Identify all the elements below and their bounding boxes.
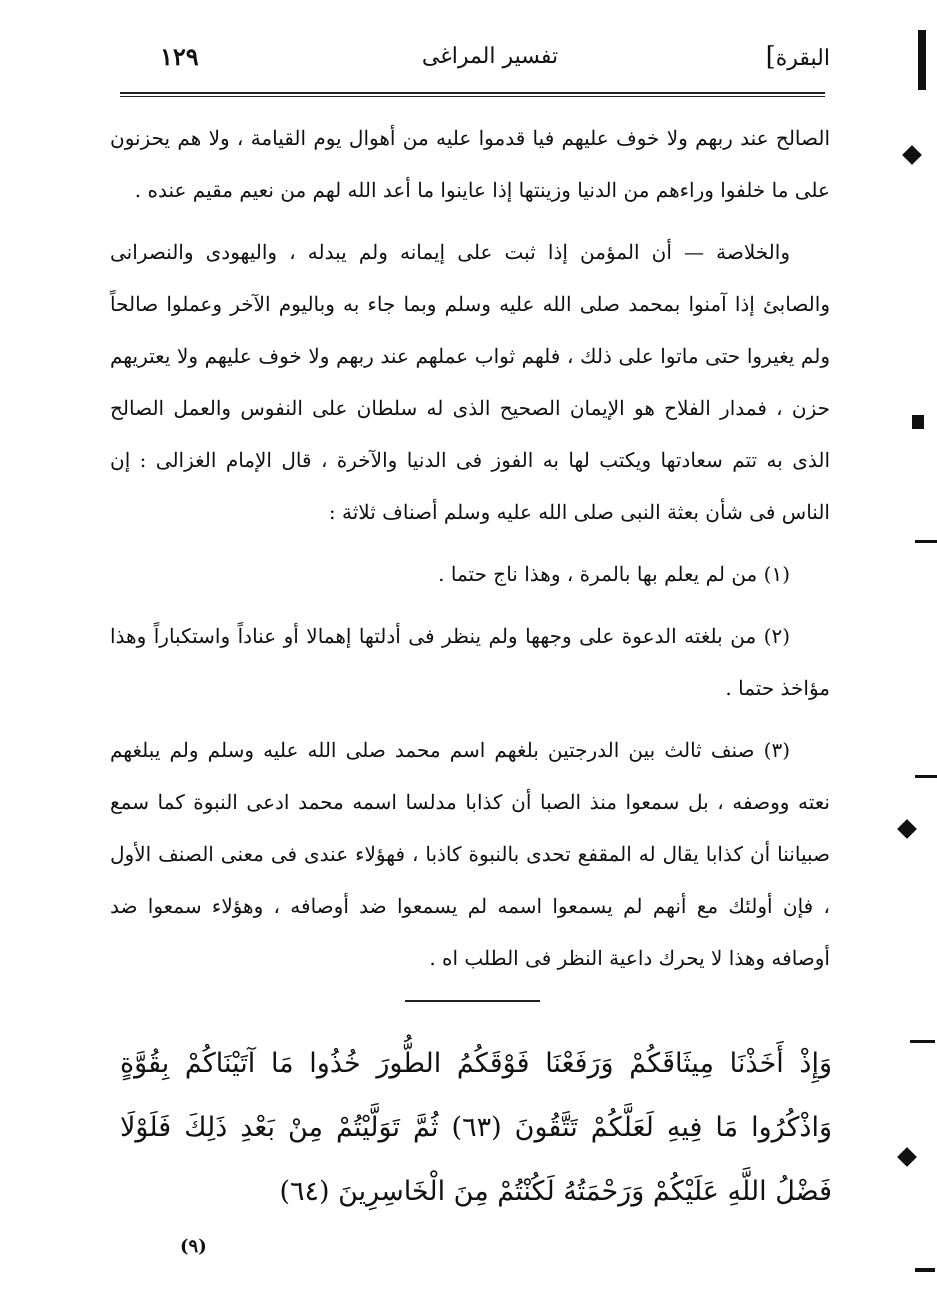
paragraph-item-1: (١) من لم يعلم بها بالمرة ، وهذا ناج حتما . xyxy=(438,562,790,586)
header-rule-thin xyxy=(120,96,825,97)
surah-name: البقرة] xyxy=(765,42,830,72)
paragraph-item-2: (٢) من بلغته الدعوة على وجهها ولم ينظر فى أدلتها إهمالا أو عناداً واستكباراً وهذا مؤاخذ حتما . xyxy=(110,624,830,700)
margin-mark xyxy=(912,415,924,429)
margin-mark xyxy=(897,819,917,839)
margin-mark xyxy=(915,540,937,543)
margin-mark xyxy=(918,30,926,90)
commentary-text xyxy=(110,112,830,994)
paragraph-opening: الصالح عند ربهم ولا خوف عليهم فيا قدموا عليه من أهوال يوم القيامة ، ولا هم يحزنون على ما خلفوا وراءهم من الدنيا وزينتها إذا عاينوا ما أعد الله لهم من نعيم مقيم عنده . xyxy=(110,126,830,202)
margin-mark xyxy=(902,145,922,165)
paragraph-item-3: (٣) صنف ثالث بين الدرجتين بلغهم اسم محمد صلى الله عليه وسلم ولم يبلغهم نعته ووصفه ، بل سمعوا منذ الصبا أن كذابا مدلسا اسمه محمد ادعى النبوة كما سمع صبياننا أن كذابا يقال له المقفع تحدى بالنبوة كاذبا ، فهؤلاء عندى فى معنى الصنف الأول ، فإن أولئك مع أنهم لم يسمعوا اسمه لم يسمعوا ضد أوصافه ، وهؤلاء سمعوا ضد أوصافه وهذا لا يحرك داعية النظر فى الطلب اه . xyxy=(110,738,830,970)
signature-mark: (٩) xyxy=(180,1236,207,1257)
book-title: تفسير المراغى xyxy=(421,44,559,69)
section-divider xyxy=(405,1000,540,1002)
margin-mark xyxy=(915,775,937,778)
paragraph-summary: والخلاصة — أن المؤمن إذا ثبت على إيمانه ولم يبدله ، واليهودى والنصرانى والصابئ إذا آمنوا بمحمد صلى الله عليه وسلم وبما جاء به وباليوم الآخر وعملوا صالحاً ولم يغيروا حتى ماتوا على ذلك ، فلهم ثواب عملهم عند ربهم ولا خوف عليهم ولا يعتريهم حزن ، فمدار الفلاح هو الإيمان الصحيح الذى له سلطان على النفوس والعمل الصالح الذى به تتم سعادتها ويكتب لها به الفوز فى الدنيا والآخرة ، قال الإمام الغزالى : إن الناس فى شأن بعثة النبى صلى الله عليه وسلم أصناف ثلاثة : xyxy=(110,240,831,524)
running-header xyxy=(150,38,830,88)
margin-mark xyxy=(910,1040,935,1043)
margin-mark xyxy=(897,1147,917,1167)
quran-verse: وَإِذْ أَخَذْنَا مِيثَاقَكُمْ وَرَفَعْنَا فَوْقَكُمُ الطُّورَ خُذُوا مَا آتَيْنَاكُمْ بِقُوَّةٍ وَاذْكُرُوا مَا فِيهِ لَعَلَّكُمْ تَتَّقُونَ (٦٣) ثُمَّ تَوَلَّيْتُمْ مِنْ بَعْدِ ذَلِكَ فَلَوْلَا فَضْلُ اللَّهِ عَلَيْكُمْ وَرَحْمَتُهُ لَكُنْتُمْ مِنَ الْخَاسِرِينَ (٦٤) xyxy=(120,1048,832,1207)
page-number: ١٢٩ xyxy=(160,42,199,71)
header-rule xyxy=(120,92,825,94)
margin-mark xyxy=(915,1268,935,1272)
